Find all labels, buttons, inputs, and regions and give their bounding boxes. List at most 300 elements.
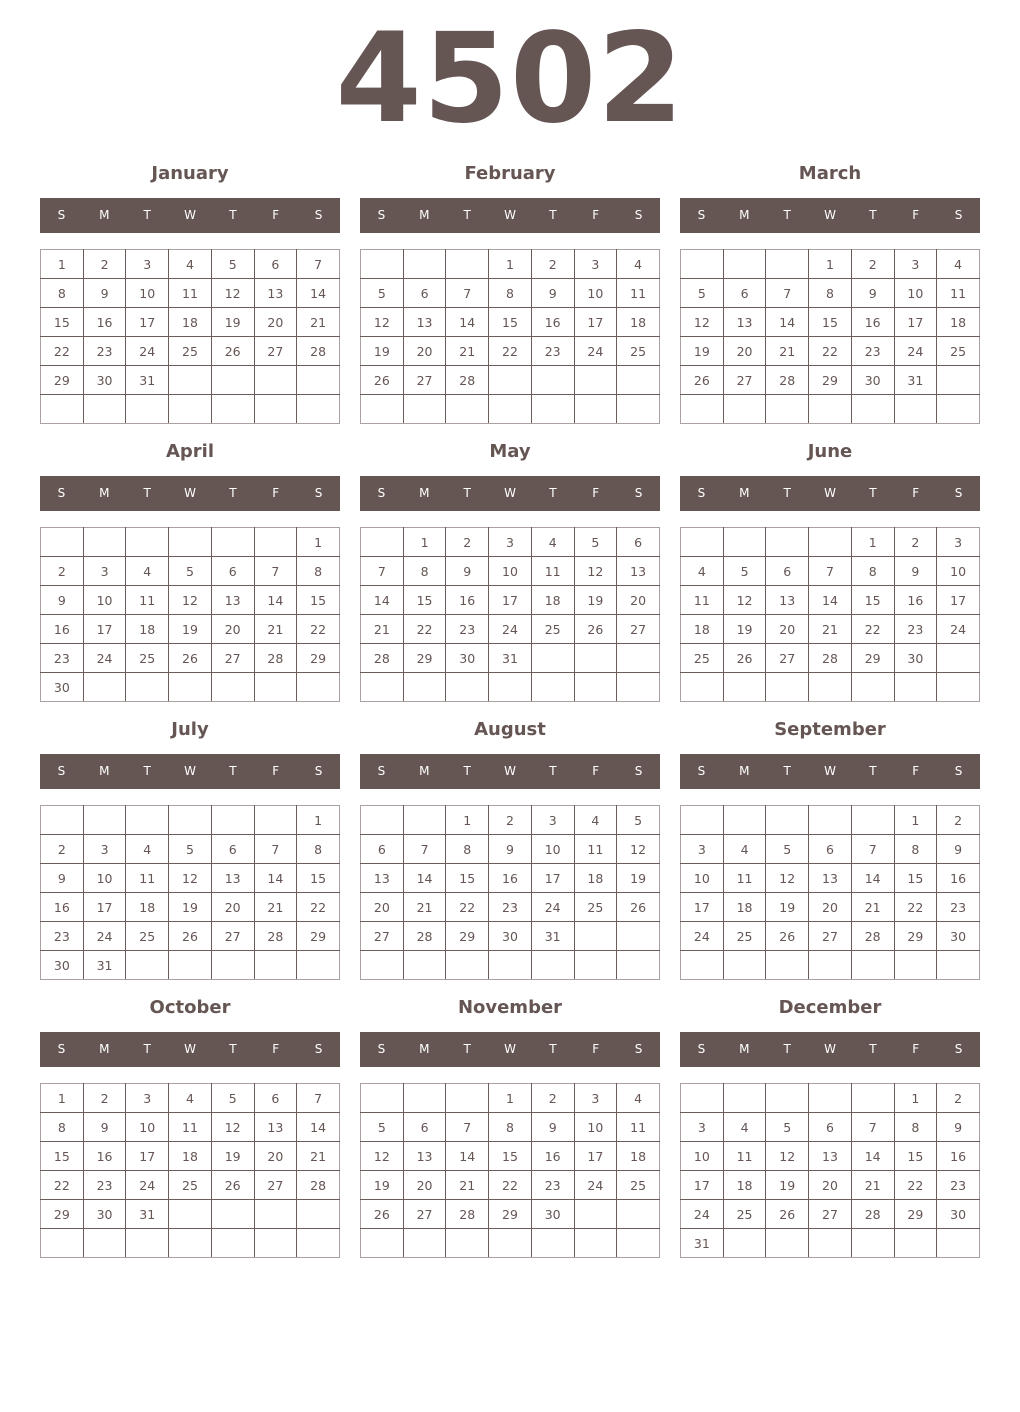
day-cell: 2 (41, 835, 84, 864)
day-cell: 21 (851, 1171, 894, 1200)
day-cell: 30 (937, 1200, 980, 1229)
day-cell: 17 (489, 586, 532, 615)
day-cell (211, 395, 254, 424)
weekday-label: S (634, 208, 643, 222)
week-row (41, 337, 340, 366)
week-row (681, 308, 980, 337)
day-cell: 2 (851, 250, 894, 279)
week-row (361, 644, 660, 673)
day-cell: 26 (766, 1200, 809, 1229)
day-cell (211, 806, 254, 835)
day-cell: 24 (681, 1200, 724, 1229)
week-row (361, 1229, 660, 1258)
day-cell: 16 (41, 615, 84, 644)
day-cell: 20 (361, 893, 404, 922)
weekday-header (360, 476, 660, 511)
date-grid (40, 249, 340, 424)
week-row (681, 1229, 980, 1258)
day-cell (574, 1200, 617, 1229)
week-row (41, 1084, 340, 1113)
day-cell: 14 (403, 864, 446, 893)
week-row (41, 951, 340, 980)
day-cell (297, 673, 340, 702)
day-cell: 28 (446, 366, 489, 395)
weekday-label: M (739, 486, 750, 500)
day-cell: 27 (809, 922, 852, 951)
day-cell (851, 806, 894, 835)
day-cell: 3 (83, 557, 126, 586)
day-cell: 11 (126, 864, 169, 893)
week-row (41, 250, 340, 279)
day-cell (41, 528, 84, 557)
day-cell: 9 (41, 864, 84, 893)
day-cell: 11 (169, 279, 212, 308)
weekday-label: S (377, 208, 386, 222)
weekday-label: T (143, 486, 151, 500)
day-cell: 13 (766, 586, 809, 615)
weekday-label: T (783, 208, 791, 222)
day-cell (297, 951, 340, 980)
day-cell: 29 (403, 644, 446, 673)
day-cell (403, 1229, 446, 1258)
day-cell: 13 (809, 1142, 852, 1171)
day-cell (809, 395, 852, 424)
weekday-label: S (697, 764, 706, 778)
weekday-label: S (634, 764, 643, 778)
day-cell: 17 (126, 1142, 169, 1171)
day-cell: 4 (169, 250, 212, 279)
week-row (681, 864, 980, 893)
day-cell: 8 (446, 835, 489, 864)
day-cell: 22 (894, 1171, 937, 1200)
weekday-label: T (869, 486, 877, 500)
day-cell: 7 (851, 1113, 894, 1142)
week-row (41, 673, 340, 702)
year-title: 4502 (335, 7, 685, 151)
week-row (41, 835, 340, 864)
weekday-label: F (272, 486, 280, 500)
day-cell: 12 (211, 1113, 254, 1142)
day-cell: 26 (681, 366, 724, 395)
day-cell: 31 (126, 1200, 169, 1229)
day-cell: 1 (41, 1084, 84, 1113)
day-cell: 18 (574, 864, 617, 893)
day-cell: 23 (489, 893, 532, 922)
date-grid (360, 1083, 660, 1258)
day-cell: 4 (126, 835, 169, 864)
day-cell: 15 (41, 308, 84, 337)
day-cell: 25 (169, 1171, 212, 1200)
day-cell: 14 (851, 864, 894, 893)
weekday-label: S (57, 208, 66, 222)
day-cell: 9 (937, 835, 980, 864)
day-cell: 31 (83, 951, 126, 980)
day-cell: 1 (403, 528, 446, 557)
day-cell: 6 (403, 279, 446, 308)
day-cell (617, 366, 660, 395)
day-cell: 31 (531, 922, 574, 951)
weekday-label: S (314, 208, 323, 222)
week-row (681, 1142, 980, 1171)
day-cell (169, 395, 212, 424)
day-cell: 2 (894, 528, 937, 557)
day-cell: 24 (126, 1171, 169, 1200)
week-row (41, 893, 340, 922)
day-cell: 13 (211, 864, 254, 893)
day-cell (361, 673, 404, 702)
day-cell (681, 250, 724, 279)
day-cell: 29 (851, 644, 894, 673)
day-cell: 1 (297, 806, 340, 835)
day-cell (211, 1229, 254, 1258)
weekday-label: T (229, 764, 237, 778)
weekday-label: S (697, 486, 706, 500)
day-cell: 22 (297, 893, 340, 922)
day-cell (723, 250, 766, 279)
day-cell: 4 (617, 1084, 660, 1113)
day-cell: 20 (723, 337, 766, 366)
day-cell (766, 1084, 809, 1113)
weekday-label: T (783, 486, 791, 500)
day-cell: 24 (681, 922, 724, 951)
day-cell (41, 395, 84, 424)
day-cell: 23 (83, 1171, 126, 1200)
day-cell: 12 (723, 586, 766, 615)
day-cell: 18 (531, 586, 574, 615)
day-cell (489, 951, 532, 980)
day-cell (937, 366, 980, 395)
week-row (361, 835, 660, 864)
day-cell (403, 1084, 446, 1113)
day-cell: 30 (894, 644, 937, 673)
day-cell: 24 (937, 615, 980, 644)
day-cell (851, 1084, 894, 1113)
day-cell: 8 (894, 1113, 937, 1142)
weekday-label: T (869, 1042, 877, 1056)
day-cell: 5 (766, 835, 809, 864)
day-cell: 28 (403, 922, 446, 951)
day-cell: 10 (126, 1113, 169, 1142)
day-cell: 8 (809, 279, 852, 308)
day-cell (574, 366, 617, 395)
day-cell: 20 (403, 337, 446, 366)
day-cell (617, 922, 660, 951)
day-cell (254, 1229, 297, 1258)
day-cell: 8 (41, 1113, 84, 1142)
day-cell: 16 (937, 1142, 980, 1171)
day-cell: 10 (937, 557, 980, 586)
month-title: March (798, 163, 862, 184)
weekday-header (40, 198, 340, 233)
day-cell: 8 (851, 557, 894, 586)
day-cell: 11 (617, 279, 660, 308)
week-row (41, 1200, 340, 1229)
day-cell: 3 (937, 528, 980, 557)
day-cell: 20 (766, 615, 809, 644)
day-cell: 19 (211, 308, 254, 337)
day-cell: 8 (894, 835, 937, 864)
day-cell: 29 (41, 366, 84, 395)
day-cell: 31 (894, 366, 937, 395)
day-cell: 7 (254, 835, 297, 864)
day-cell (361, 806, 404, 835)
day-cell: 2 (937, 806, 980, 835)
day-cell: 20 (403, 1171, 446, 1200)
day-cell: 19 (361, 1171, 404, 1200)
day-cell: 21 (809, 615, 852, 644)
day-cell: 28 (254, 644, 297, 673)
day-cell: 10 (126, 279, 169, 308)
weekday-label: S (954, 486, 963, 500)
day-cell: 29 (297, 922, 340, 951)
day-cell (254, 951, 297, 980)
day-cell: 18 (169, 1142, 212, 1171)
day-cell: 1 (297, 528, 340, 557)
day-cell: 7 (403, 835, 446, 864)
day-cell: 13 (211, 586, 254, 615)
day-cell (297, 366, 340, 395)
weekday-label: T (549, 1042, 557, 1056)
weekday-header (40, 754, 340, 789)
day-cell (723, 673, 766, 702)
weekday-label: S (57, 764, 66, 778)
weekday-header (360, 754, 660, 789)
weekday-label: T (869, 764, 877, 778)
day-cell: 5 (361, 279, 404, 308)
day-cell (937, 644, 980, 673)
day-cell: 20 (211, 615, 254, 644)
day-cell: 9 (894, 557, 937, 586)
day-cell (403, 250, 446, 279)
week-row (681, 893, 980, 922)
day-cell: 6 (254, 1084, 297, 1113)
weekday-label: S (377, 1042, 386, 1056)
day-cell: 25 (937, 337, 980, 366)
weekday-label: W (824, 764, 836, 778)
day-cell (681, 1084, 724, 1113)
weekday-label: T (229, 1042, 237, 1056)
day-cell (211, 951, 254, 980)
day-cell: 12 (361, 308, 404, 337)
day-cell: 1 (894, 1084, 937, 1113)
day-cell: 9 (531, 279, 574, 308)
day-cell (851, 951, 894, 980)
weekday-label: W (504, 486, 516, 500)
day-cell: 15 (489, 308, 532, 337)
day-cell: 15 (489, 1142, 532, 1171)
day-cell (809, 1084, 852, 1113)
day-cell: 28 (361, 644, 404, 673)
day-cell (809, 806, 852, 835)
day-cell: 12 (766, 1142, 809, 1171)
week-row (681, 922, 980, 951)
day-cell (489, 395, 532, 424)
day-cell: 17 (681, 893, 724, 922)
day-cell: 25 (574, 893, 617, 922)
day-cell: 3 (681, 835, 724, 864)
day-cell (574, 1229, 617, 1258)
weekday-label: M (739, 208, 750, 222)
day-cell: 15 (809, 308, 852, 337)
day-cell: 10 (681, 864, 724, 893)
week-row (361, 586, 660, 615)
day-cell: 25 (126, 922, 169, 951)
day-cell: 26 (211, 1171, 254, 1200)
day-cell (574, 644, 617, 673)
day-cell: 10 (681, 1142, 724, 1171)
day-cell (361, 1229, 404, 1258)
day-cell: 6 (809, 1113, 852, 1142)
day-cell: 25 (126, 644, 169, 673)
day-cell (41, 806, 84, 835)
week-row (361, 806, 660, 835)
day-cell: 10 (83, 864, 126, 893)
day-cell (851, 673, 894, 702)
day-cell: 9 (446, 557, 489, 586)
day-cell: 17 (83, 893, 126, 922)
day-cell: 12 (169, 586, 212, 615)
week-row (41, 644, 340, 673)
day-cell: 22 (41, 1171, 84, 1200)
weekday-label: T (229, 208, 237, 222)
day-cell: 4 (723, 835, 766, 864)
day-cell: 19 (681, 337, 724, 366)
day-cell: 5 (361, 1113, 404, 1142)
day-cell: 22 (489, 1171, 532, 1200)
day-cell (574, 395, 617, 424)
day-cell: 19 (574, 586, 617, 615)
weekday-label: S (954, 1042, 963, 1056)
day-cell: 22 (851, 615, 894, 644)
weekday-label: T (549, 208, 557, 222)
day-cell (169, 1229, 212, 1258)
day-cell (361, 395, 404, 424)
weekday-label: S (954, 764, 963, 778)
date-grid (680, 805, 980, 980)
day-cell: 2 (83, 1084, 126, 1113)
day-cell: 7 (297, 250, 340, 279)
day-cell (211, 1200, 254, 1229)
day-cell: 19 (617, 864, 660, 893)
day-cell: 18 (723, 893, 766, 922)
week-row (361, 893, 660, 922)
day-cell: 24 (531, 893, 574, 922)
day-cell: 18 (681, 615, 724, 644)
day-cell: 27 (403, 1200, 446, 1229)
week-row (41, 806, 340, 835)
day-cell: 12 (169, 864, 212, 893)
week-row (681, 250, 980, 279)
week-row (41, 395, 340, 424)
weekday-label: T (463, 486, 471, 500)
weekday-label: T (549, 486, 557, 500)
day-cell: 21 (446, 337, 489, 366)
day-cell: 19 (766, 893, 809, 922)
week-row (681, 806, 980, 835)
weekday-label: W (184, 1042, 196, 1056)
day-cell (361, 1084, 404, 1113)
day-cell: 10 (574, 1113, 617, 1142)
day-cell: 29 (41, 1200, 84, 1229)
day-cell: 26 (617, 893, 660, 922)
day-cell: 17 (531, 864, 574, 893)
day-cell (211, 528, 254, 557)
weekday-label: T (783, 1042, 791, 1056)
day-cell: 14 (297, 279, 340, 308)
day-cell: 29 (809, 366, 852, 395)
day-cell: 9 (83, 279, 126, 308)
weekday-label: F (272, 764, 280, 778)
day-cell: 16 (489, 864, 532, 893)
day-cell: 27 (361, 922, 404, 951)
day-cell: 20 (254, 308, 297, 337)
week-row (361, 673, 660, 702)
day-cell (254, 673, 297, 702)
day-cell (617, 644, 660, 673)
day-cell: 27 (211, 922, 254, 951)
day-cell: 8 (297, 557, 340, 586)
day-cell: 12 (361, 1142, 404, 1171)
day-cell: 8 (489, 1113, 532, 1142)
day-cell: 16 (531, 308, 574, 337)
day-cell: 7 (766, 279, 809, 308)
day-cell: 22 (403, 615, 446, 644)
weekday-label: F (912, 208, 920, 222)
day-cell (809, 673, 852, 702)
week-row (681, 951, 980, 980)
weekday-label: F (272, 1042, 280, 1056)
week-row (681, 279, 980, 308)
week-row (361, 1142, 660, 1171)
day-cell (851, 1229, 894, 1258)
day-cell (403, 806, 446, 835)
day-cell: 30 (83, 366, 126, 395)
weekday-label: S (314, 1042, 323, 1056)
day-cell: 30 (41, 673, 84, 702)
day-cell: 21 (361, 615, 404, 644)
day-cell: 22 (894, 893, 937, 922)
day-cell: 26 (361, 1200, 404, 1229)
day-cell (681, 951, 724, 980)
weekday-label: M (99, 208, 110, 222)
day-cell (894, 395, 937, 424)
weekday-label: M (419, 1042, 430, 1056)
day-cell: 2 (41, 557, 84, 586)
weekday-label: T (143, 208, 151, 222)
day-cell: 14 (809, 586, 852, 615)
day-cell: 4 (617, 250, 660, 279)
day-cell: 7 (446, 1113, 489, 1142)
day-cell: 14 (851, 1142, 894, 1171)
day-cell (254, 395, 297, 424)
day-cell: 12 (574, 557, 617, 586)
weekday-label: M (419, 208, 430, 222)
day-cell: 29 (489, 1200, 532, 1229)
day-cell (894, 951, 937, 980)
date-grid (680, 527, 980, 702)
day-cell: 30 (489, 922, 532, 951)
day-cell (723, 395, 766, 424)
day-cell (766, 395, 809, 424)
day-cell: 2 (489, 806, 532, 835)
day-cell: 24 (894, 337, 937, 366)
day-cell: 29 (297, 644, 340, 673)
month-title: February (464, 163, 556, 184)
day-cell: 13 (617, 557, 660, 586)
day-cell: 11 (169, 1113, 212, 1142)
week-row (681, 835, 980, 864)
day-cell: 30 (83, 1200, 126, 1229)
